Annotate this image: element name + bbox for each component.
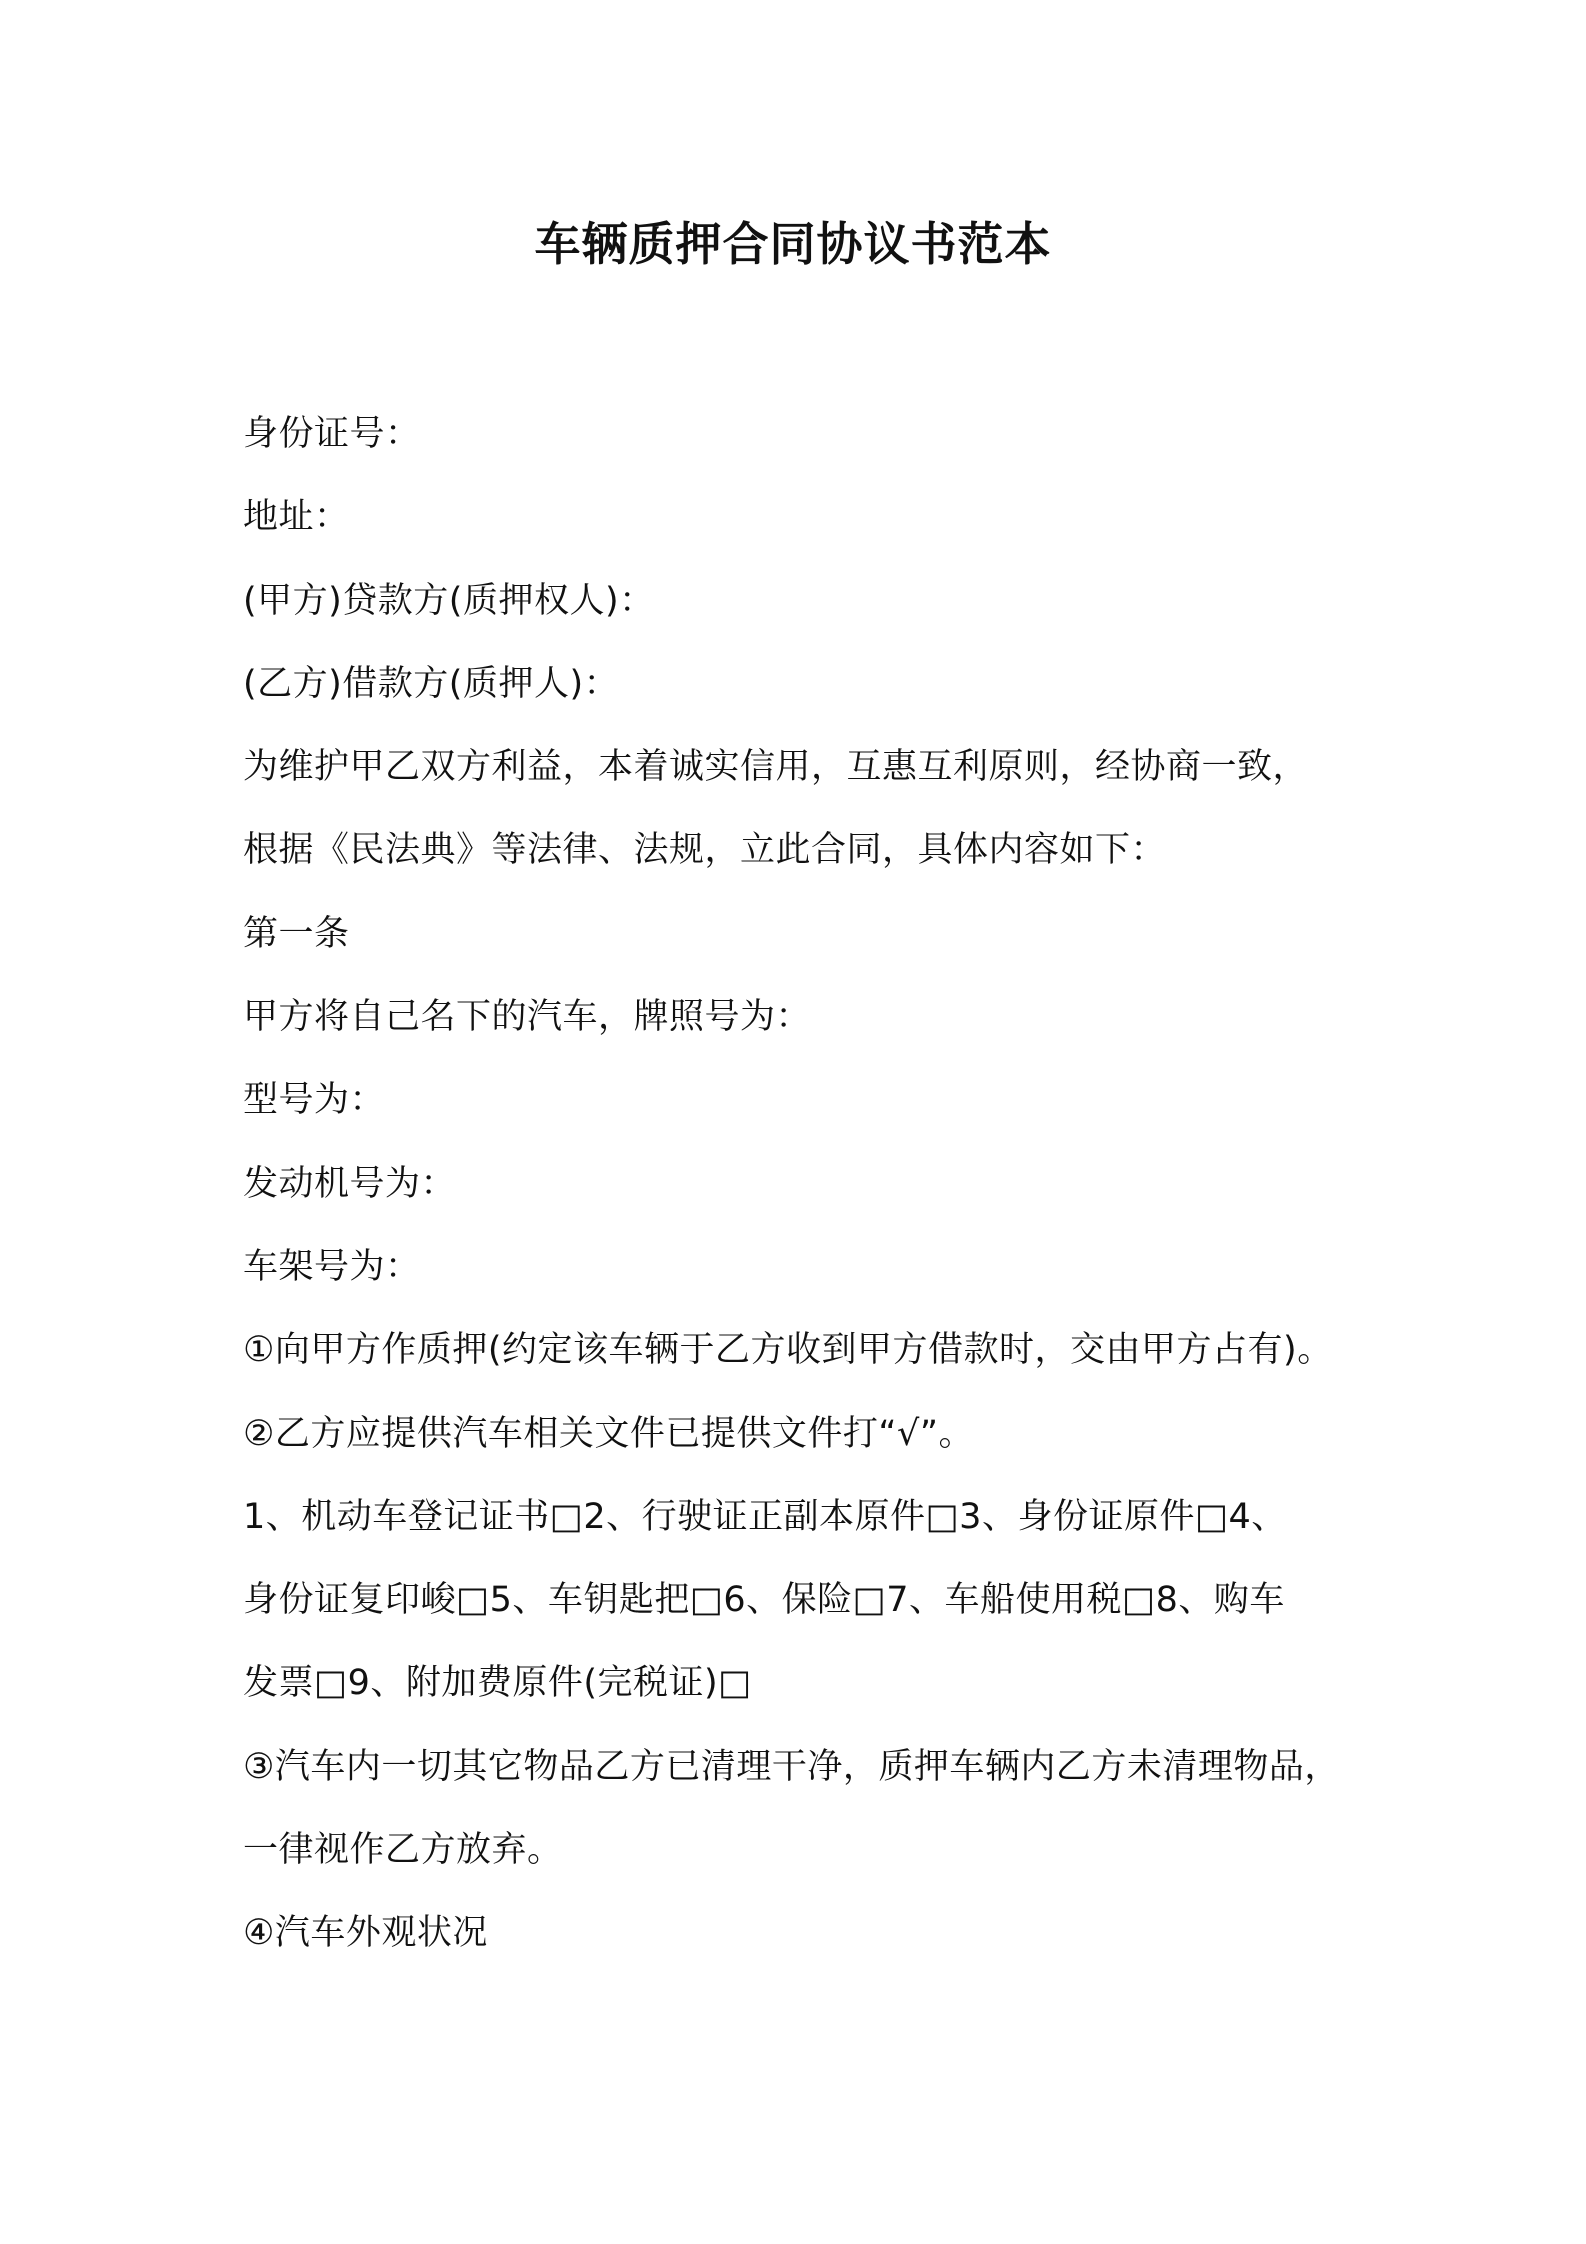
article-1-heading: 第一条 <box>243 913 350 954</box>
address-line: 地址： <box>243 497 350 538</box>
model-line: 型号为： <box>243 1080 386 1121</box>
vin-line: 车架号为： <box>243 1246 421 1287</box>
clause-4-line: ④汽车外观状况 <box>243 1913 488 1954</box>
preamble-line-1: 为维护甲乙双方利益，本着诚实信用，互惠互利原则，经协商一致， <box>243 747 1309 788</box>
license-plate-line: 甲方将自己名下的汽车，牌照号为： <box>243 997 812 1038</box>
document-title: 车辆质押合同协议书范本 <box>534 217 1052 271</box>
clause-1-line: ①向甲方作质押(约定该车辆于乙方收到甲方借款时，交由甲方占有)。 <box>243 1330 1333 1371</box>
clause-3-line-2: 一律视作乙方放弃。 <box>243 1830 563 1871</box>
documents-checklist-line-2: 身份证复印峻□5、车钥匙把□6、保险□7、车船使用税□8、购车 <box>243 1580 1285 1621</box>
borrower-line: (乙方)借款方(质押人)： <box>243 663 620 704</box>
document-body <box>243 408 1403 1991</box>
documents-checklist-line-3: 发票□9、附加费原件(完税证)□ <box>243 1663 752 1704</box>
clause-2-line: ②乙方应提供汽车相关文件已提供文件打“√”。 <box>243 1413 974 1454</box>
clause-3-line-1: ③汽车内一切其它物品乙方已清理干净，质押车辆内乙方未清理物品， <box>243 1746 1340 1787</box>
id-number-line: 身份证号： <box>243 414 421 454</box>
engine-number-line: 发动机号为： <box>243 1163 457 1204</box>
preamble-line-2: 根据《民法典》等法律、法规，立此合同，具体内容如下： <box>243 830 1167 871</box>
documents-checklist-line-1: 1、机动车登记证书□2、行驶证正副本原件□3、身份证原件□4、 <box>243 1496 1287 1537</box>
lender-line: (甲方)贷款方(质押权人)： <box>243 580 655 621</box>
